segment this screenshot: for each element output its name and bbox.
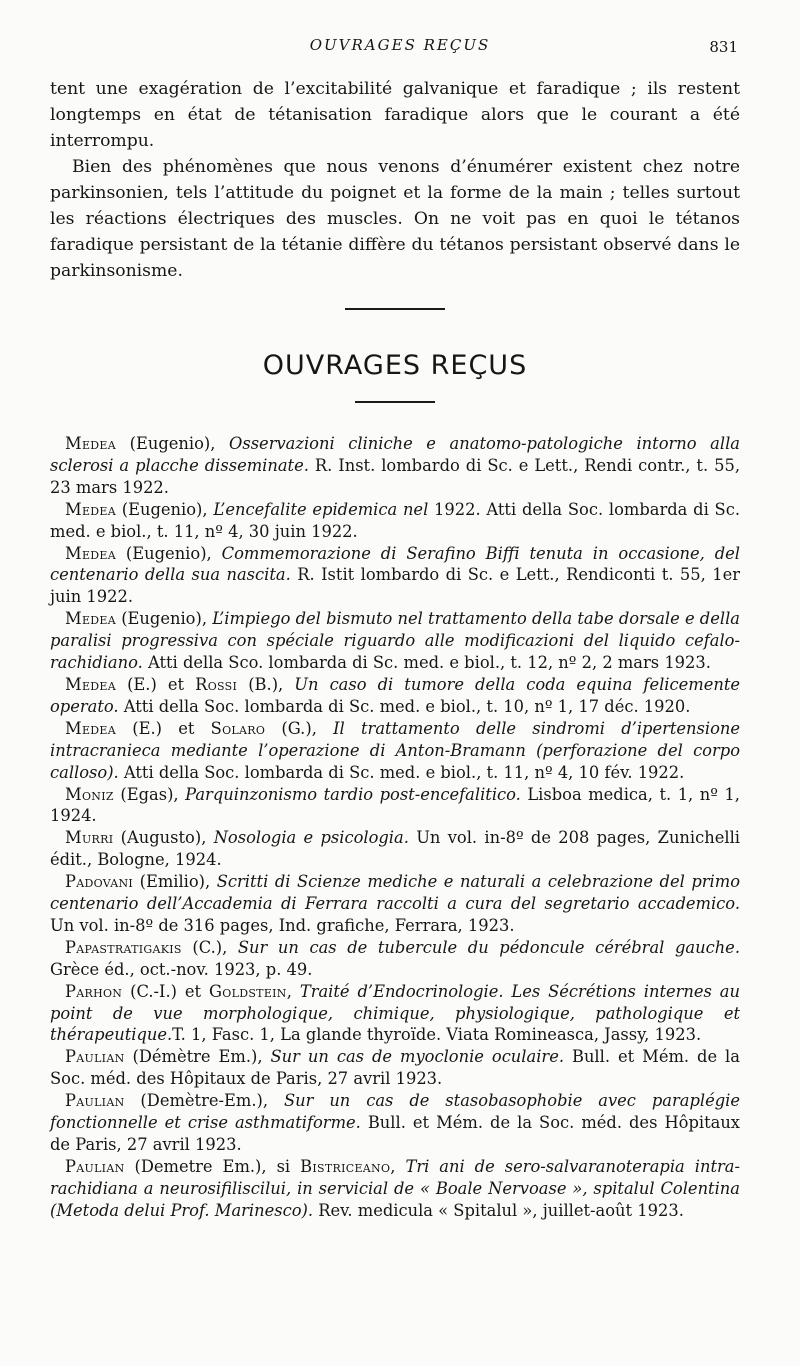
reference-entry bbox=[50, 608, 740, 674]
reference-title: L’impiego del bismuto nel trattamento della tabe dorsale e della paralisi progressiva con spéciale riguardo alle modificazioni del liquido cefalo-rachidiano. bbox=[50, 609, 740, 673]
reference-connector: (Eugenio), bbox=[116, 609, 213, 629]
reference-connector: (Eugenio), bbox=[116, 543, 222, 563]
reference-title: Traité d’Endocrinologie. Les Sécrétions internes au point de vue morphologique, chimique, physiologique, pathologique et thérapeutique. bbox=[50, 981, 740, 1045]
reference-coauthor: Solaro bbox=[210, 718, 266, 738]
reference-entry bbox=[50, 433, 740, 499]
reference-title: Commemorazione di Serafino Biffi tenuta in occasione, del centenario della sua nascita. bbox=[50, 543, 740, 585]
reference-entry bbox=[50, 499, 740, 543]
reference-details: Atti della Sco. lombarda di Sc. med. e biol., t. 12, nº 2, 2 mars 1923. bbox=[142, 653, 711, 673]
reference-author: Medea bbox=[65, 434, 116, 453]
reference-details: Bull. et Mém. de la Soc. méd. des Hôpitaux de Paris, 27 avril 1923. bbox=[50, 1047, 740, 1089]
section-divider-bottom bbox=[355, 401, 435, 403]
reference-author: Parhon bbox=[65, 981, 123, 1001]
reference-title: Sur un cas de myoclonie oculaire. bbox=[270, 1047, 565, 1067]
reference-author: Paulian bbox=[65, 1156, 125, 1176]
page-body bbox=[50, 76, 740, 1222]
reference-details: Lisboa medica, t. 1, nº 1, 1924. bbox=[50, 784, 740, 826]
reference-entry bbox=[50, 718, 740, 784]
running-title: OUVRAGES REÇUS bbox=[309, 36, 491, 54]
reference-title: Un caso di tumore della coda equina felicemente operato. bbox=[50, 674, 740, 716]
reference-connector: (E.) et bbox=[116, 674, 196, 694]
reference-entry bbox=[50, 871, 740, 937]
reference-details: Un vol. in-8º de 316 pages, Ind. grafiche, Ferrara, 1923. bbox=[50, 915, 515, 935]
reference-author: Moniz bbox=[65, 784, 114, 804]
reference-details: R. Istit lombardo di Sc. e Lett., Rendiconti t. 55, 1er juin 1922. bbox=[50, 565, 740, 607]
reference-details: Atti della Soc. lombarda di Sc. med. e biol., t. 11, nº 4, 10 fév. 1922. bbox=[118, 762, 685, 782]
reference-author: Medea bbox=[65, 499, 116, 519]
reference-title: Sur un cas de tubercule du pédoncule cérébral gauche. bbox=[237, 937, 740, 957]
reference-author: Medea bbox=[65, 543, 116, 563]
reference-connector: (Egas), bbox=[113, 784, 186, 804]
reference-coauthor: Rossi bbox=[195, 674, 238, 694]
reference-entry bbox=[50, 1090, 740, 1156]
reference-author: Murri bbox=[65, 828, 114, 848]
reference-details: Bull. et Mém. de la Soc. méd. des Hôpitaux de Paris, 27 avril 1923. bbox=[50, 1113, 740, 1154]
section-divider-top bbox=[345, 308, 445, 310]
reference-details: R. Inst. lombardo di Sc. e Lett., Rendi contr., t. 55, 23 mars 1922. bbox=[50, 455, 740, 497]
reference-author: Paulian bbox=[65, 1047, 125, 1067]
reference-connector: , bbox=[286, 981, 300, 1001]
reference-connector: (E.) et bbox=[116, 718, 211, 738]
reference-entry bbox=[50, 981, 740, 1047]
reference-connector: (C.), bbox=[181, 937, 238, 957]
reference-coauthor: Goldstein bbox=[209, 981, 287, 1001]
reference-connector: (Augusto), bbox=[113, 828, 214, 848]
reference-entry bbox=[50, 937, 740, 981]
reference-connector: (Eugenio), bbox=[116, 499, 214, 519]
reference-details: Atti della Soc. lombarda di Sc. med. e biol., t. 10, nº 1, 17 déc. 1920. bbox=[118, 696, 691, 716]
reference-title: Scritti di Scienze mediche e naturali a celebrazione del primo centenario dell’Accademia di Ferrara raccolti a cura del segretario accademico. bbox=[50, 872, 741, 914]
page-header bbox=[0, 36, 800, 60]
reference-author: Medea bbox=[65, 718, 116, 738]
reference-details: T. 1, Fasc. 1, La glande thyroïde. Viata Romineasca, Jassy, 1923. bbox=[172, 1025, 702, 1045]
reference-connector: (Demetre Em.), si bbox=[124, 1156, 301, 1176]
reference-author: Medea bbox=[65, 609, 116, 629]
reference-connector: (C.-I.) et bbox=[122, 981, 209, 1001]
reference-title: Il trattamento delle sindromi d’ipertensione intracranieca mediante l’operazione di Anton-Bramann (perforazione del corpo calloso). bbox=[50, 718, 741, 782]
reference-connector: (G.), bbox=[265, 718, 334, 738]
reference-connector: (Demètre-Em.), bbox=[124, 1091, 284, 1111]
reference-entry bbox=[50, 827, 740, 871]
reference-coauthor: Bistriceano bbox=[300, 1156, 391, 1176]
reference-author: Papastratigakis bbox=[65, 937, 182, 957]
reference-connector: (Eugenio), bbox=[116, 434, 229, 453]
reference-details: Un vol. in-8º de 208 pages, Zunichelli édit., Bologne, 1924. bbox=[50, 828, 740, 870]
reference-details: 1922. Atti della Soc. lombarda di Sc. med. e biol., t. 11, nº 4, 30 juin 1922. bbox=[50, 499, 740, 541]
reference-author: Padovani bbox=[65, 872, 134, 892]
reference-title: Sur un cas de stasobasophobie avec paraplégie fonctionnelle et crise asthmatiforme. bbox=[50, 1091, 740, 1133]
reference-connector: , bbox=[390, 1156, 406, 1176]
reference-title: Osservazioni cliniche e anatomo-patologiche intorno alla sclerosi a placche disseminate. bbox=[50, 434, 740, 475]
reference-title: Tri ani de sero-salvaranoterapia intra-rachidiana a neurosifiliscilui, in servicial de « Boale Nervoase », spitalul Colentina (Metoda delui Prof. Marinesco). bbox=[50, 1156, 740, 1220]
reference-details: Rev. medicula « Spitalul », juillet-août 1923. bbox=[313, 1200, 684, 1220]
intro-paragraph: tent une exagération de l’excitabilité galvanique et faradique ; ils restent longtemps en état de tétanisation faradique alors que le courant a été interrompu. bbox=[50, 79, 740, 151]
reference-connector: (B.), bbox=[237, 674, 295, 694]
reference-author: Medea bbox=[65, 674, 116, 694]
reference-title: L’encefalite epidemica nel bbox=[213, 499, 429, 519]
reference-connector: (Emilio), bbox=[133, 872, 217, 892]
reference-entry bbox=[50, 543, 740, 609]
reference-connector: (Démètre Em.), bbox=[124, 1047, 271, 1067]
reference-title: Parquinzonismo tardio post-encefalitico. bbox=[185, 784, 521, 804]
page-number: 831 bbox=[709, 38, 738, 56]
reference-entry bbox=[50, 1046, 740, 1090]
reference-entry bbox=[50, 784, 740, 828]
section-title: OUVRAGES REÇUS bbox=[262, 350, 528, 381]
reference-list bbox=[50, 433, 740, 1222]
reference-entry bbox=[50, 674, 740, 718]
reference-title: Nosologia e psicologia. bbox=[213, 828, 409, 848]
reference-author: Paulian bbox=[65, 1091, 125, 1111]
intro-paragraph: Bien des phénomènes que nous venons d’énumérer existent chez notre parkinsonien, tels l’attitude du poignet et la forme de la main ; telles surtout les réactions électriques des muscles. On ne voit pas en quoi le tétanos faradique persistant de la tétanie diffère du tétanos persistant observé dans le parkinsonisme. bbox=[50, 157, 740, 281]
reference-entry bbox=[50, 1156, 740, 1222]
reference-details: Grèce éd., oct.-nov. 1923, p. 49. bbox=[50, 959, 313, 979]
